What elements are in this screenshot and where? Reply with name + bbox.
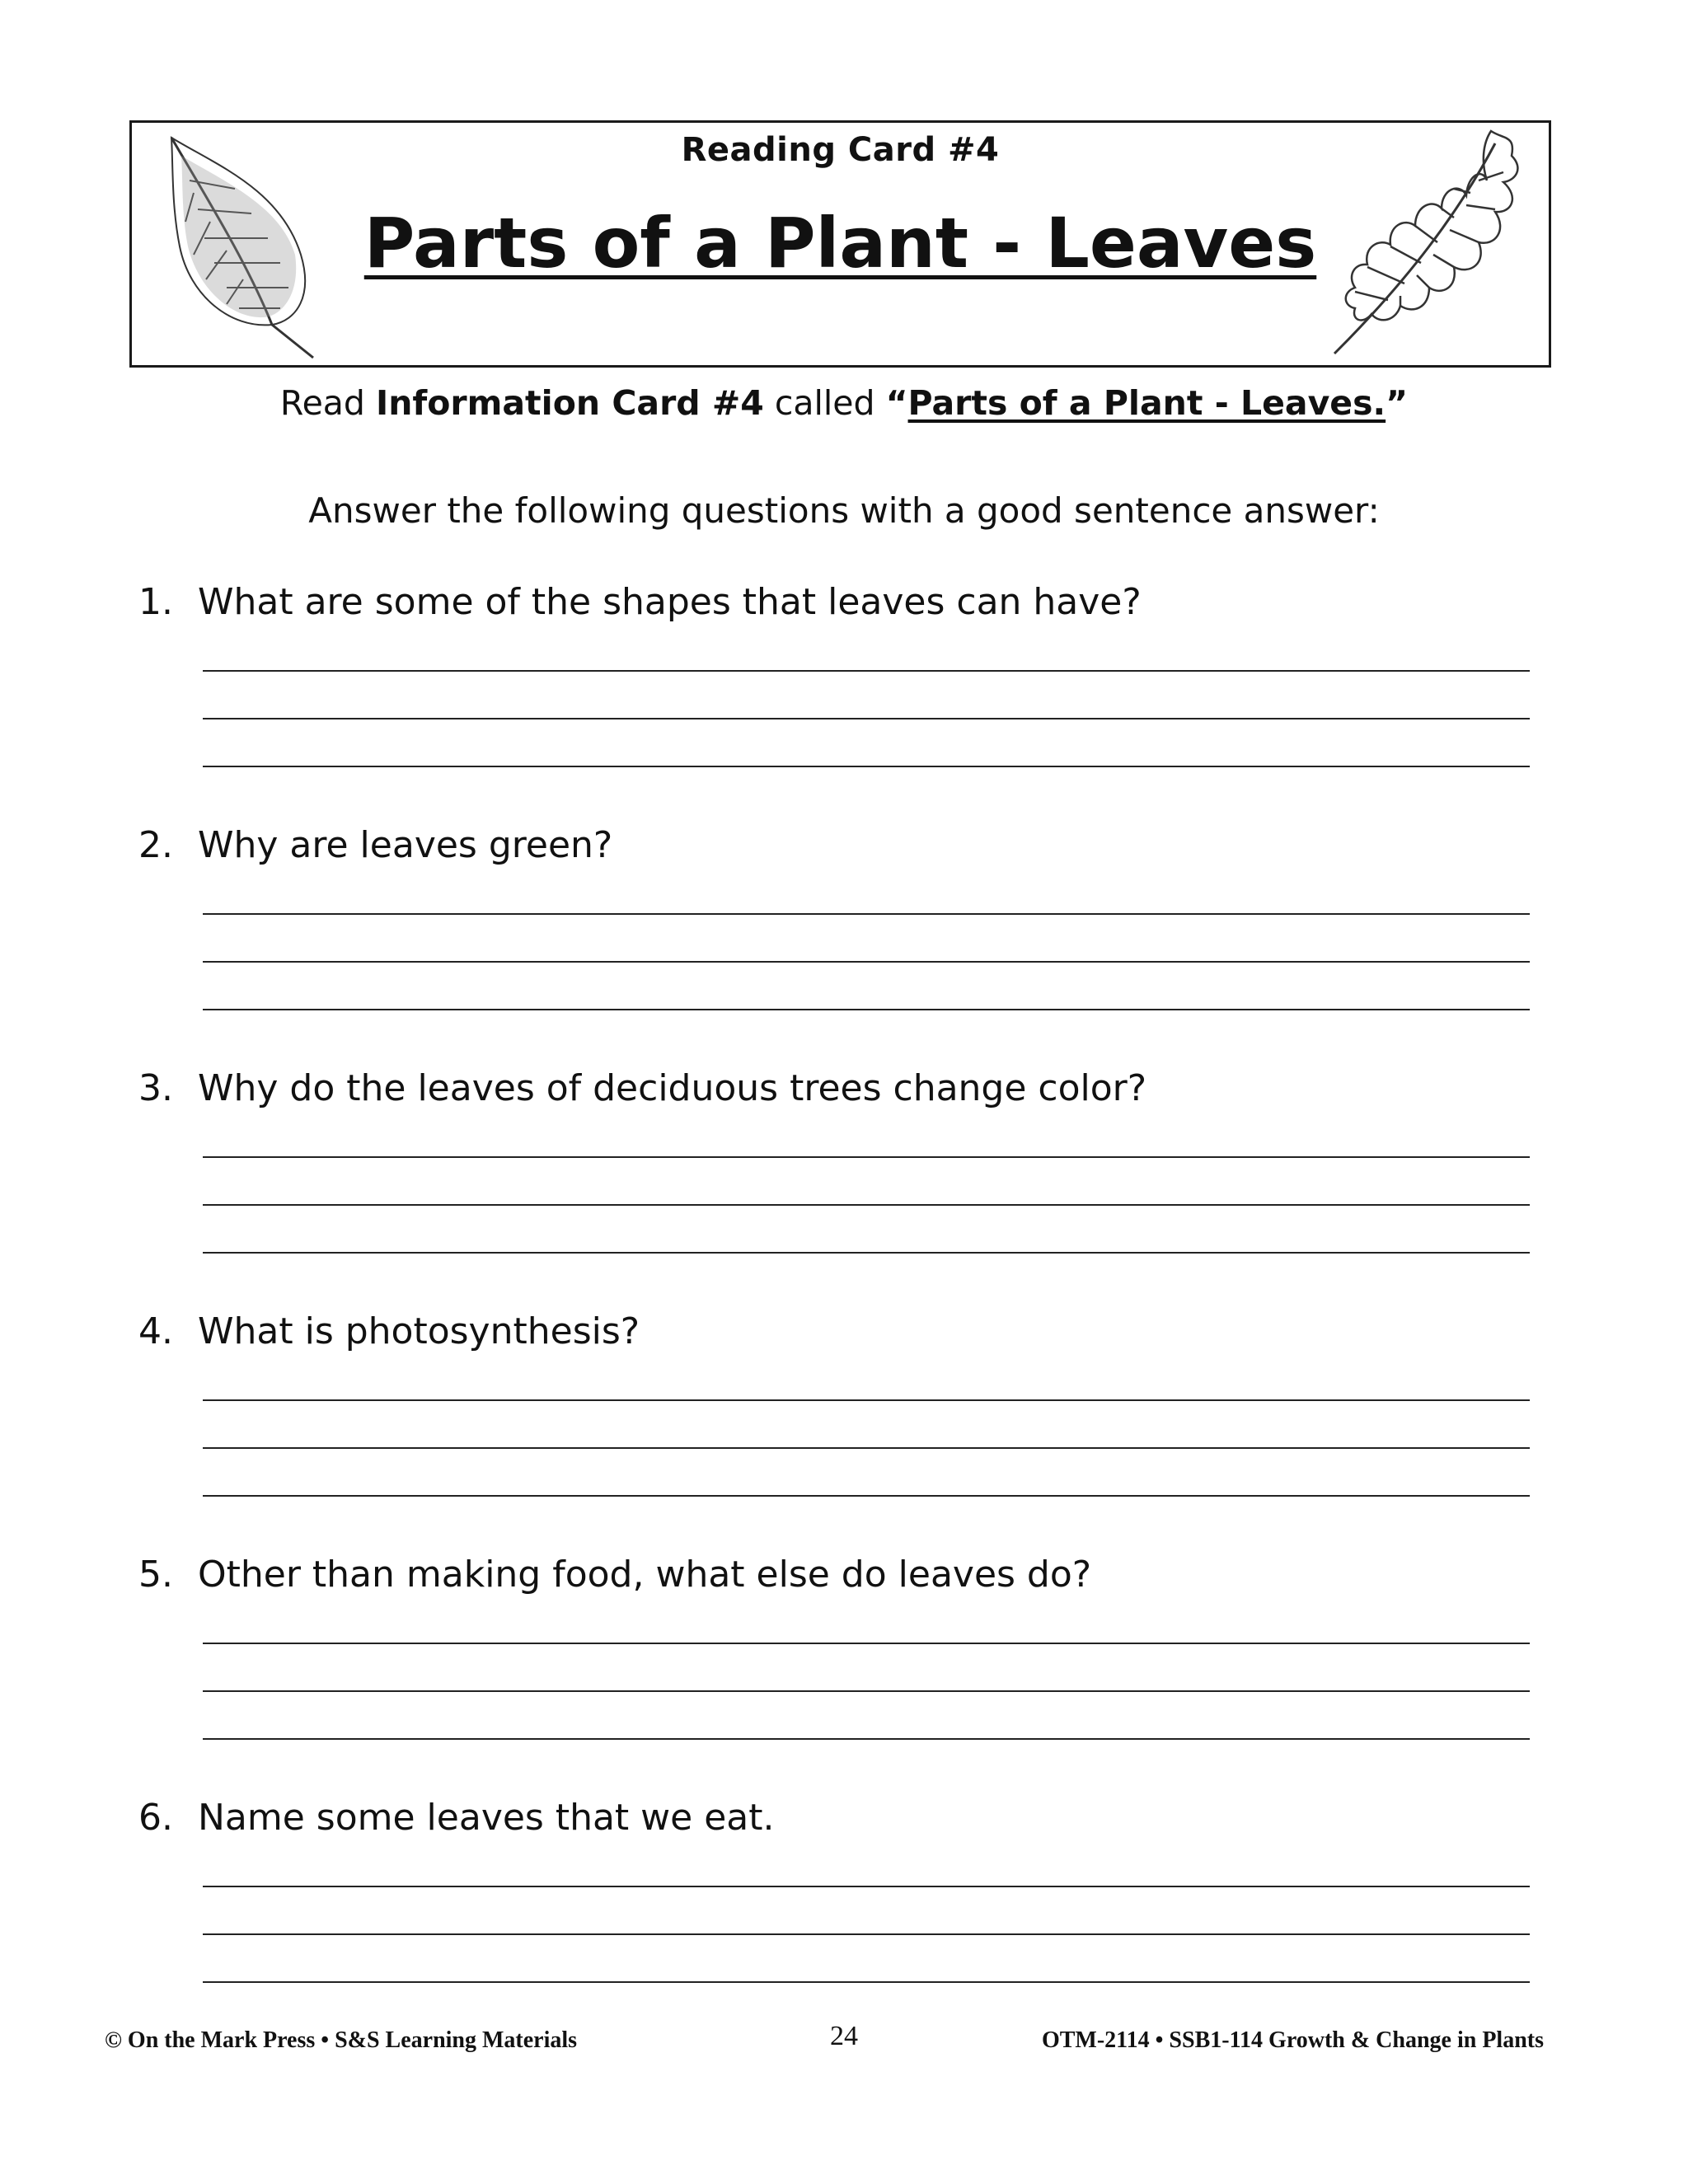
question-number: 5. <box>138 1554 173 1596</box>
answer-line[interactable] <box>203 1399 1530 1401</box>
question-text: What are some of the shapes that leaves can have? <box>198 581 1142 623</box>
question-text: What is photosynthesis? <box>198 1310 640 1352</box>
question-text: Other than making food, what else do leaves do? <box>198 1554 1092 1596</box>
page-number: 24 <box>830 2021 858 2051</box>
page-title: Parts of a Plant - Leaves <box>363 203 1317 284</box>
answer-instructions: Answer the following questions with a good sentence answer: <box>308 490 1380 531</box>
reading-card-header <box>129 120 1551 368</box>
answer-line[interactable] <box>203 1156 1530 1158</box>
answer-line[interactable] <box>203 913 1530 915</box>
answer-line[interactable] <box>203 1933 1530 1935</box>
question-number: 6. <box>138 1797 173 1839</box>
answer-line[interactable] <box>203 1204 1530 1206</box>
card-label: Reading Card #4 <box>681 131 1000 169</box>
answer-line[interactable] <box>203 670 1530 672</box>
question-text: Why do the leaves of deciduous trees change color? <box>198 1067 1147 1109</box>
answer-line[interactable] <box>203 718 1530 719</box>
question-number: 1. <box>138 581 173 623</box>
answer-line[interactable] <box>203 1981 1530 1983</box>
question-number: 3. <box>138 1067 173 1109</box>
answer-line[interactable] <box>203 1252 1530 1254</box>
answer-line[interactable] <box>203 961 1530 963</box>
answer-line[interactable] <box>203 1886 1530 1887</box>
answer-line[interactable] <box>203 1495 1530 1497</box>
footer-publisher: © On the Mark Press • S&S Learning Materials <box>105 2027 578 2053</box>
footer-product-code: OTM-2114 • SSB1-114 Growth & Change in Plants <box>1041 2027 1544 2053</box>
question-text: Why are leaves green? <box>198 824 613 866</box>
question-text: Name some leaves that we eat. <box>198 1797 775 1839</box>
answer-line[interactable] <box>203 1738 1530 1740</box>
question-number: 2. <box>138 824 173 866</box>
question-number: 4. <box>138 1310 173 1352</box>
reading-instruction: Read Information Card #4 called “Parts of a Plant - Leaves.” <box>279 383 1409 423</box>
oak-leaf-icon <box>1318 123 1524 362</box>
answer-line[interactable] <box>203 1643 1530 1644</box>
answer-line[interactable] <box>203 1690 1530 1692</box>
answer-line[interactable] <box>203 1009 1530 1010</box>
answer-line[interactable] <box>203 766 1530 767</box>
answer-line[interactable] <box>203 1447 1530 1449</box>
information-card-title: Parts of a Plant - Leaves. <box>907 383 1386 423</box>
